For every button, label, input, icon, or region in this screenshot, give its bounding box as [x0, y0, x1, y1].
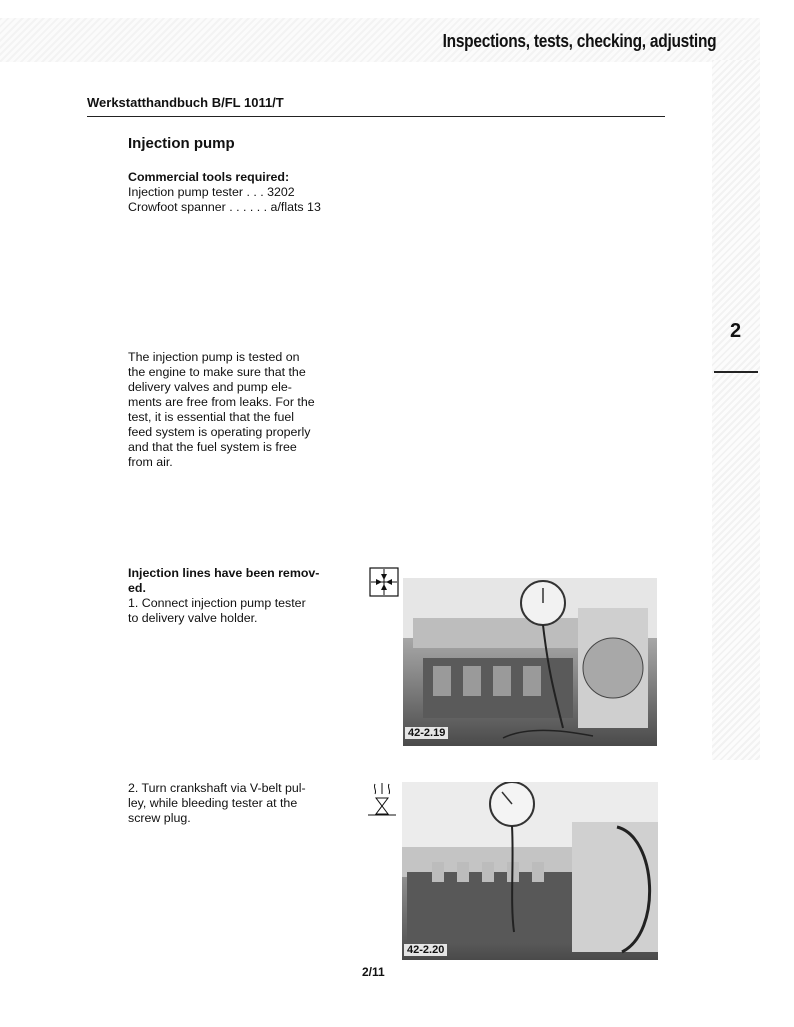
intro-line: test, it is essential that the fuel: [128, 410, 294, 424]
step1-heading-line: ed.: [128, 581, 146, 595]
figure-42-2-19: [403, 578, 657, 746]
chapter-tab-band: [712, 60, 760, 760]
tool-item: Crowfoot spanner . . . . . . a/flats 13: [128, 200, 321, 214]
step1-text-line: 1. Connect injection pump tester: [128, 596, 306, 610]
intro-line: the engine to make sure that the: [128, 365, 306, 379]
step2-text-line: 2. Turn crankshaft via V-belt pul-: [128, 781, 306, 795]
chapter-number: 2: [730, 320, 742, 342]
intro-line: The injection pump is tested on: [128, 350, 300, 364]
manual-title: Werkstatthandbuch B/FL 1011/T: [87, 95, 284, 110]
page-heading: Injection pump: [128, 135, 235, 152]
step1-heading-line: Injection lines have been remov-: [128, 566, 320, 580]
page-number: 2/11: [362, 965, 385, 979]
step2-text-line: screw plug.: [128, 811, 191, 825]
step1-text-line: to delivery valve holder.: [128, 611, 258, 625]
tools-title: Commercial tools required:: [128, 170, 290, 184]
assembly-symbol-icon: [368, 566, 400, 603]
tool-item: Injection pump tester . . . 3202: [128, 185, 295, 199]
step1-block: [128, 566, 328, 626]
step2-block: [128, 781, 328, 826]
chapter-rule: [714, 371, 758, 373]
figure-label: 42-2.20: [404, 944, 447, 956]
section-title: Inspections, tests, checking, adjusting: [442, 31, 716, 51]
intro-line: and that the fuel system is free: [128, 440, 297, 454]
intro-line: from air.: [128, 455, 173, 469]
intro-line: ments are free from leaks. For the: [128, 395, 315, 409]
step2-text-line: ley, while bleeding tester at the: [128, 796, 298, 810]
intro-line: feed system is operating properly: [128, 425, 311, 439]
intro-paragraph: [128, 350, 328, 470]
intro-line: delivery valves and pump ele-: [128, 380, 292, 394]
bleeding-symbol-icon: [366, 782, 398, 823]
figure-label: 42-2.19: [405, 727, 448, 739]
header-rule: [87, 116, 665, 117]
figure-42-2-20: [402, 782, 658, 960]
tools-block: [128, 170, 328, 215]
